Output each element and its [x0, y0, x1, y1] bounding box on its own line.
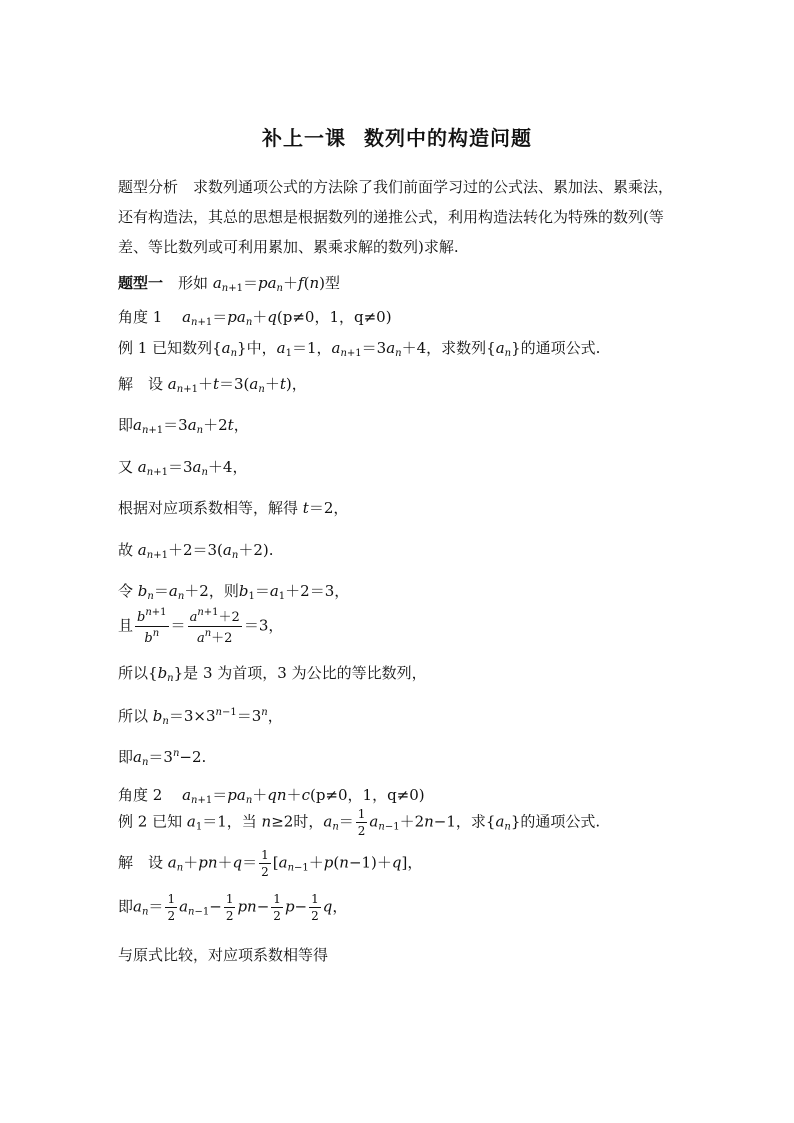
solution1-line8-text: 是 3 为首项，3 为公比的等比数列，	[183, 664, 427, 682]
example2-mid2: 时，	[293, 812, 324, 831]
example1-mid1: 中，	[246, 339, 277, 357]
title-part-1: 补上一课	[262, 126, 346, 150]
solution2-line1: 解 设 $a_n+pn+q=$ $\frac{1}{2}$ $[a_{n-1}+p(n-1)+q]$，	[118, 848, 423, 879]
half-fraction: $\frac{1}{2}$	[225, 892, 234, 923]
solution1-line10-prefix: 即	[118, 748, 134, 766]
angle1-condition: (p≠0，1，q≠0)	[276, 308, 392, 326]
example2-mid1: ，当	[226, 812, 257, 831]
solution1-line8-prefix: 所以	[118, 664, 149, 682]
ratio-fraction-right: $\frac{a^{n+1}+2}{a^n+2}$	[189, 607, 240, 646]
solution1-label: 解 设	[118, 375, 164, 393]
solution1-line1: 解 设 $a_{n+1}+t=3(a_n+t)$，	[118, 375, 307, 395]
solution2-line2: 即$a_n=$ $\frac{1}{2}$ $a_{n-1}-$ $\frac{1}{2}$ pn− $\frac{1}{2}$ p− $\frac{1}{2}$ q，	[118, 892, 348, 923]
half-fraction: $\frac{1}{2}$	[273, 892, 281, 923]
example1-label: 例 1 已知数列	[118, 339, 213, 357]
solution1-line6-mid: ，则	[208, 582, 239, 600]
angle2-heading: 角度 2 $a_{n+1}=pa_n+qn+c(p\ne 0$，1，q≠0)	[118, 786, 425, 806]
solution1-line5: 故 $a_{n+1}+2=3(a_n+2)$.	[118, 541, 274, 561]
solution1-line3-prefix: 又	[118, 458, 134, 476]
type1-label: 题型一	[118, 274, 164, 292]
half-fraction: $\frac{1}{2}$	[357, 807, 366, 838]
solution1-line2: 即$a_{n+1}=3a_n+2t$，	[118, 416, 249, 436]
ratio-fraction-left: $\frac{b^{n+1}}{b^n}$	[137, 607, 167, 646]
intro-label: 题型分析	[118, 178, 179, 196]
type1-heading: 题型一 形如 $a_{n+1}=pa_n+f(n)$型	[118, 274, 340, 294]
example1-mid2: ，求数列	[426, 339, 487, 357]
solution1-line3: 又 $a_{n+1}=3a_n+4$，	[118, 458, 248, 478]
solution1-line9: 所以 $b_n=3\times 3^{n-1}=3^n$，	[118, 707, 283, 727]
solution1-line8: 所以$\{b_n\}$是 3 为首项，3 为公比的等比数列，	[118, 664, 427, 684]
half-fraction: $\frac{1}{2}$	[167, 892, 176, 923]
solution1-line9-prefix: 所以	[118, 707, 149, 725]
page-title	[0, 122, 794, 151]
solution1-line7: 且 $\frac{b^{n+1}}{b^n}$ ＝ $\frac{a^{n+1}+2}{a^n+2}$ ＝3，	[118, 607, 284, 646]
intro-text: 求数列通项公式的方法除了我们前面学习过的公式法、累加法、累乘法，还有构造法，其总的思想是根据数列的递推公式，利用构造法转化为特殊的数列(等差、等比数列或可利用累加、累乘求解的数列)求解.	[118, 178, 674, 256]
solution2-label: 解 设	[118, 853, 164, 872]
angle2-condition: (p≠0，1，q≠0)	[309, 786, 425, 804]
solution2-line3-text: 与原式比较，对应项系数相等得	[118, 946, 329, 964]
solution1-line6: 令 $b_n=a_n+2$，则$b_1=a_1+2=3$，	[118, 582, 350, 602]
type1-text: 形如	[178, 274, 209, 292]
example1-statement: 例 1 已知数列$\{a_n\}$中，$a_1=1$，$a_{n+1}=3a_n+4$，求数列$\{a_n\}$的通项公式.	[118, 339, 601, 359]
example2-tail: 的通项公式.	[520, 812, 601, 831]
solution1-line10: 即$a_n=3^n-2$.	[118, 748, 207, 768]
solution1-line7-prefix: 且	[118, 616, 134, 635]
solution1-line4: 根据对应项系数相等，解得 t＝2，	[118, 499, 349, 517]
solution1-line4-prefix: 根据对应项系数相等，解得	[118, 499, 299, 517]
angle2-label: 角度 2	[118, 786, 163, 804]
solution1-line6-prefix: 令	[118, 582, 134, 600]
title-part-2: 数列中的构造问题	[364, 126, 532, 150]
example2-statement: 例 2 已知 $a_1=1$，当 n≥2时，$a_n=$ $\frac{1}{2}$ $a_{n-1}+2n-1$，求$\{a_n\}$的通项公式.	[118, 807, 601, 838]
solution1-line2-prefix: 即	[118, 416, 134, 434]
solution1-line5-prefix: 故	[118, 541, 134, 559]
solution2-line3	[118, 944, 328, 965]
example1-tail: 的通项公式.	[520, 339, 601, 357]
half-fraction: $\frac{1}{2}$	[311, 892, 319, 923]
half-fraction: $\frac{1}{2}$	[261, 848, 269, 879]
angle1-heading: 角度 1 $a_{n+1}=pa_n+q(p\ne 0$，1，q≠0)	[118, 308, 392, 328]
example2-label: 例 2 已知	[118, 812, 183, 831]
solution2-line2-prefix: 即	[118, 897, 134, 916]
angle1-label: 角度 1	[118, 308, 163, 326]
intro-paragraph	[118, 172, 680, 262]
